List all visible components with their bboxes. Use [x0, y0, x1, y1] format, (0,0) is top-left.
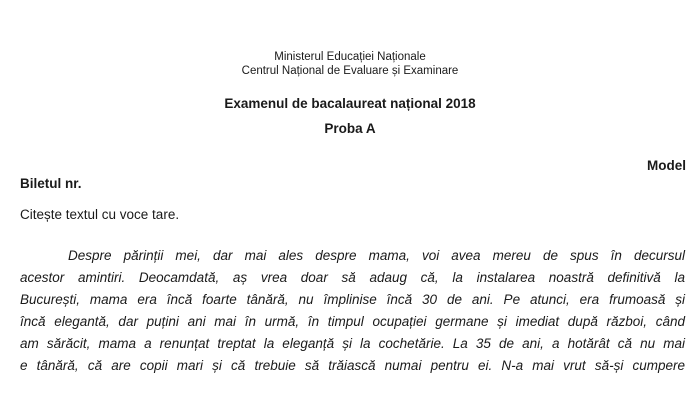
passage-line: e tânără, că are copii mari și că trebuie să trăiască numai pentru ei. N-a mai vrut să-și cumpere: [20, 358, 685, 373]
passage-line: acestor amintiri. Deocamdată, aș vrea doar să adaug că, la instalarea noastră definitivă la: [20, 270, 685, 285]
reading-instruction: Citește textul cu voce tare.: [20, 207, 180, 222]
exam-subtitle: Proba A: [324, 121, 376, 136]
evaluation-center-name: Centrul Național de Evaluare și Examinare: [241, 65, 459, 77]
exam-title: Examenul de bacalaureat național 2018: [224, 96, 476, 111]
passage-line: am sărăcit, mama a renunțat treptat la eleganță și la cochetărie. La 35 de ani, a hotărât că nu mai: [20, 336, 685, 351]
ticket-number-label: Biletul nr.: [20, 176, 82, 191]
ministry-name: Ministerul Educației Naționale: [274, 51, 426, 63]
reading-passage: [20, 245, 685, 377]
passage-line: încă elegantă, dar puțini ani mai în urmă, în timpul ocupației germane și imediat după război, când: [20, 314, 685, 329]
model-label: Model: [647, 158, 686, 173]
passage-line: Despre părinții mei, dar mai ales despre mama, voi avea mereu de spus în decursul: [68, 248, 685, 263]
passage-line: București, mama era încă foarte tânără, nu împlinise încă 30 de ani. Pe atunci, era frumoasă și: [20, 292, 685, 307]
